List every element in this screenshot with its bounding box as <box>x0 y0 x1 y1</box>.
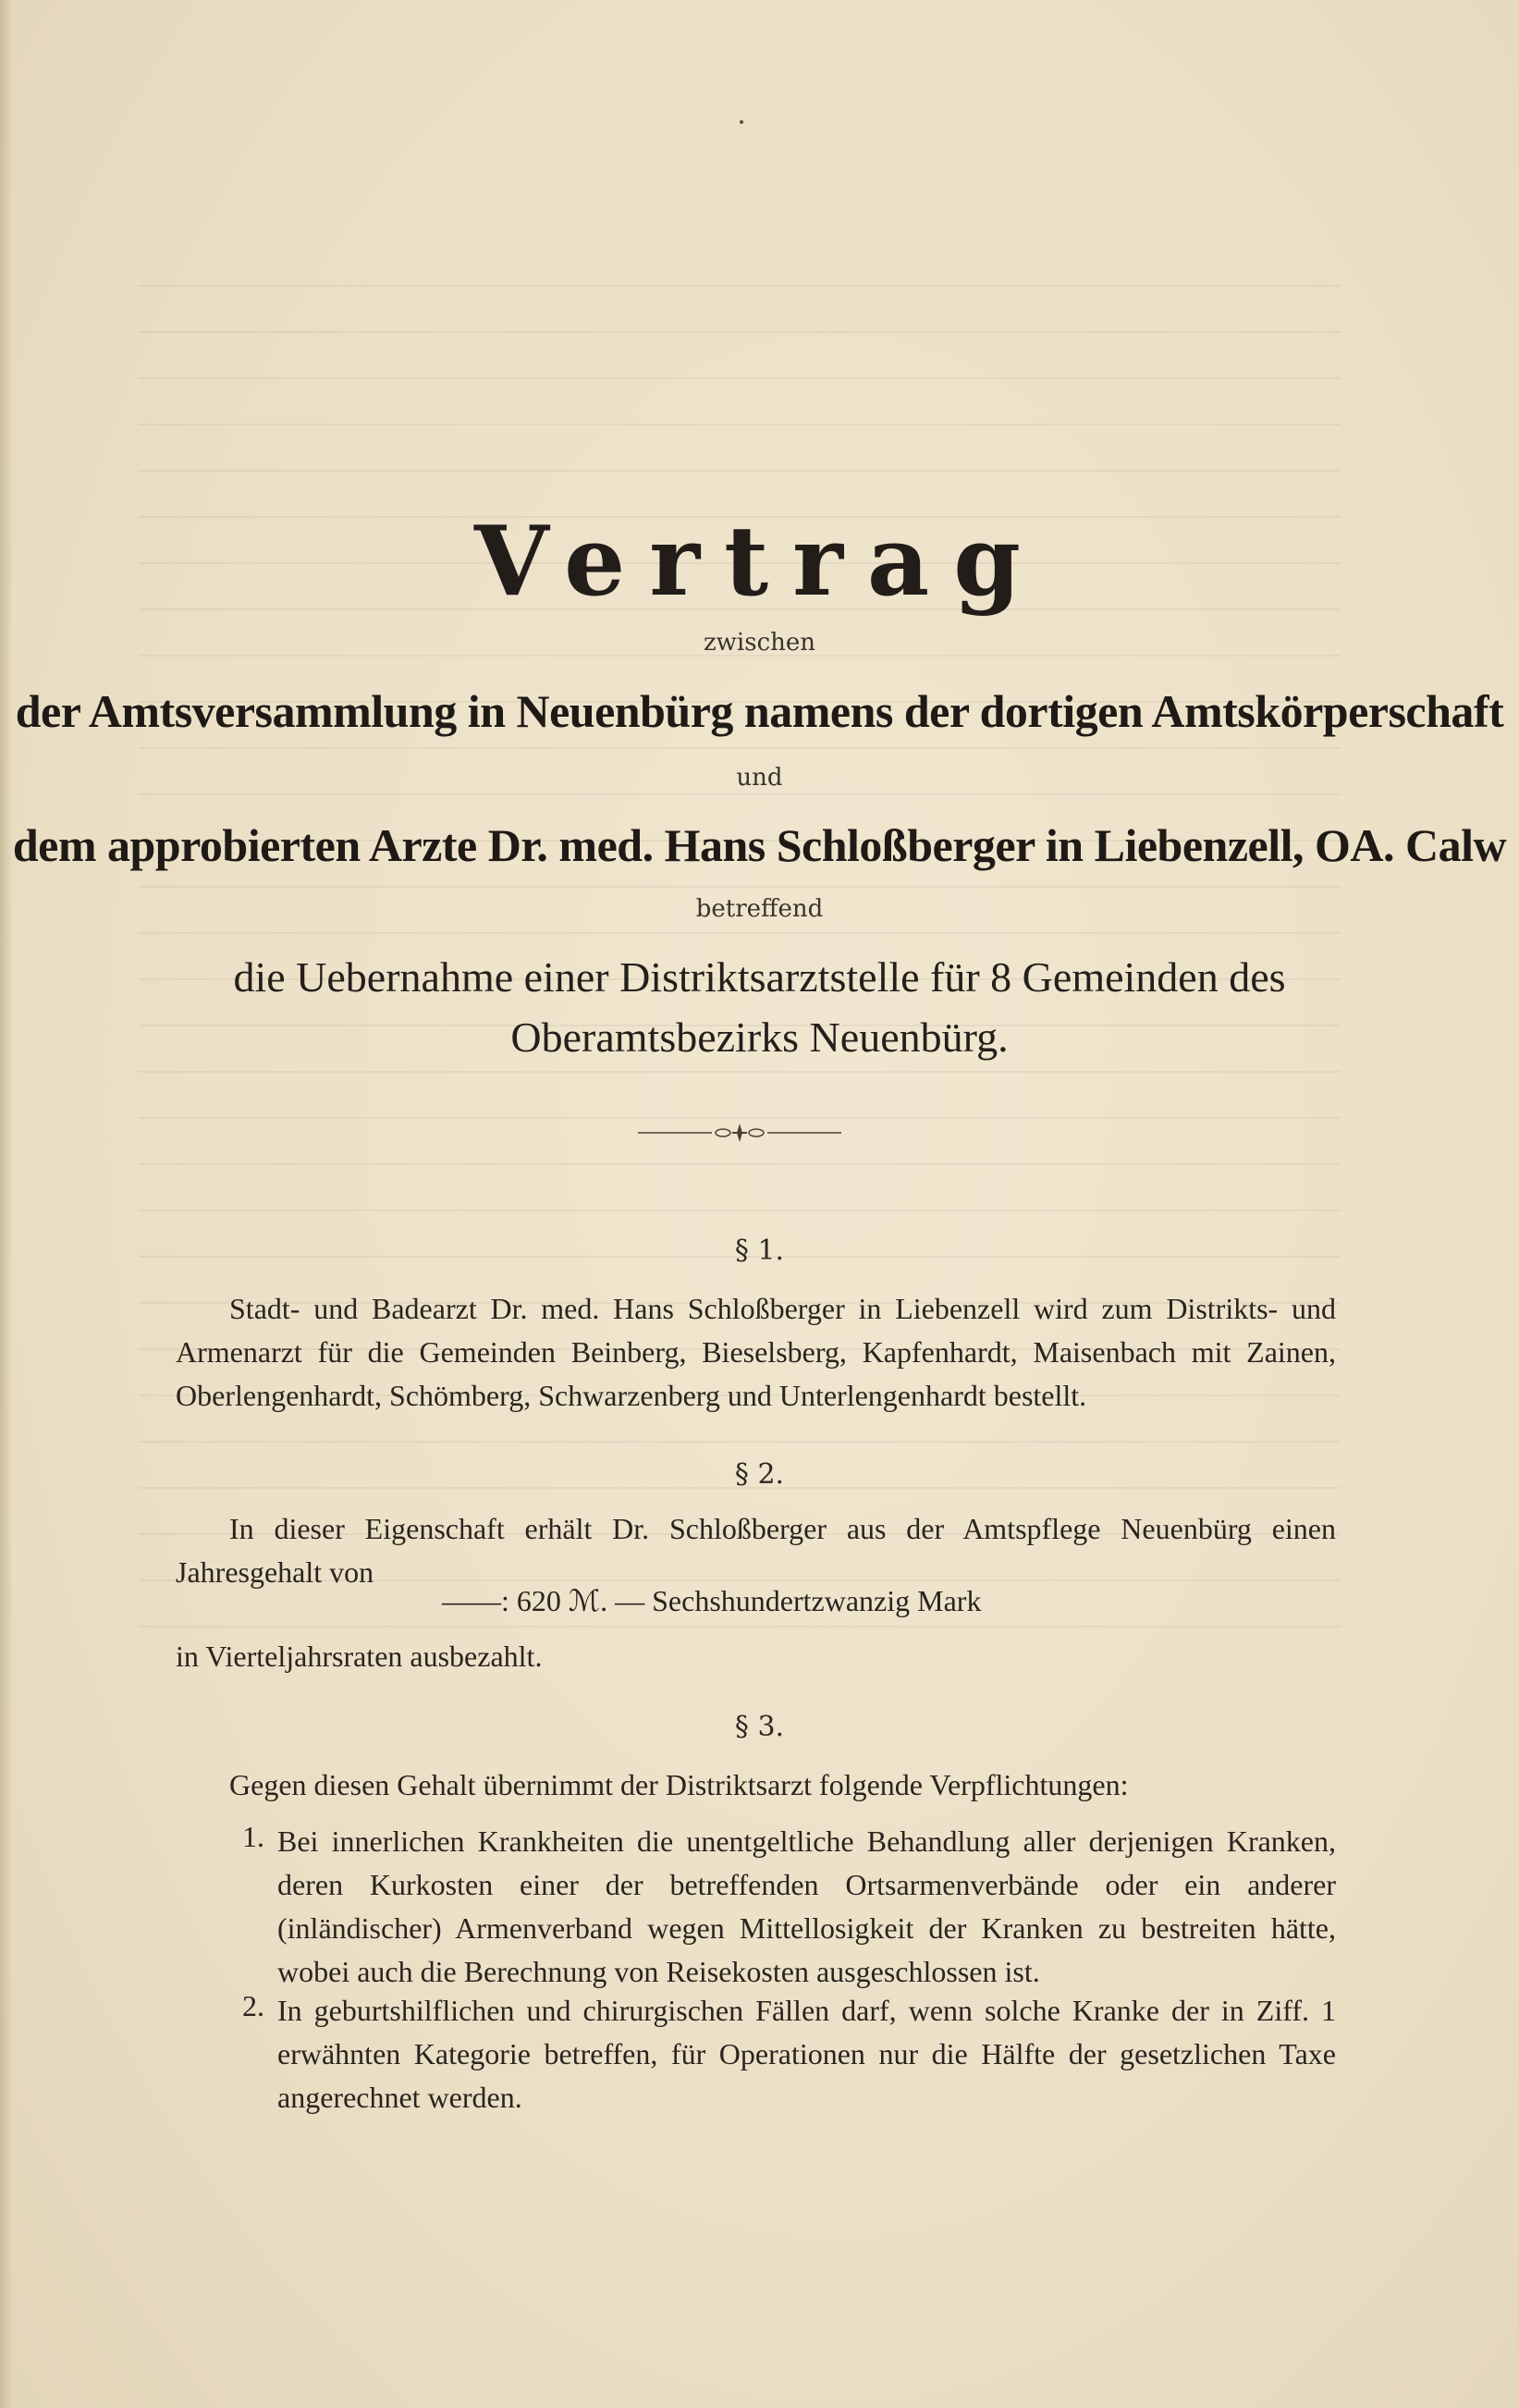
ink-speck <box>740 120 743 124</box>
document-title: Vertrag <box>473 504 1046 618</box>
party-two: dem approbierten Arzte Dr. med. Hans Schloßberger in Liebenzell, OA. Calw <box>12 819 1507 871</box>
subject-line-1: die Uebernahme einer Distriktsarztstelle für 8 Gemeinden des <box>233 953 1286 1001</box>
divider-ornament <box>638 1119 841 1147</box>
section-2-tail: in Vierteljahrsraten ausbezahlt. <box>176 1640 543 1673</box>
list-item-number: 1. <box>242 1820 264 1853</box>
concerning-label: betreffend <box>695 895 824 923</box>
bleed-through-texture <box>139 240 1341 1628</box>
and-label: und <box>736 764 783 792</box>
section-3-intro: Gegen diesen Gehalt übernimmt der Distriktsarzt folgende Verpflichtungen: <box>229 1768 1129 1801</box>
section-3-heading: § 3. <box>734 1711 785 1743</box>
section-1-text: Stadt- und Badearzt Dr. med. Hans Schloßberger in Liebenzell wird zum Distrikts- und Armenarzt für die Gemeinden Beinberg, Bieselsberg, Kapfenhardt, Maisenbach mit Zainen, Oberlengenhardt, Schömberg, Schwarzenberg und Unterlengenhardt bestellt. <box>176 1292 1336 1412</box>
subject-line-2: Oberamtsbezirks Neuenbürg. <box>510 1014 1009 1061</box>
list-item-text: In geburtshilflichen und chirurgischen Fällen darf, wenn solche Kranke der in Ziff. 1 erwähnten Kategorie betreffen, für Operationen nur die Hälfte der gesetzlichen Taxe angerechnet werden. <box>277 1994 1336 2114</box>
page-edge-shadow <box>0 0 13 2408</box>
list-item-text: Bei innerlichen Krankheiten die unentgeltliche Behandlung aller derjenigen Kranken, deren Kurkosten einer der betreffenden Ortsarmenverbände oder ein anderer (inländischer) Armenverband wegen Mittellosigkeit der Kranken zu bestreiten hätte, wobei auch die Berechnung von Reisekosten ausgeschlossen ist. <box>277 1824 1336 1988</box>
party-one: der Amtsversammlung in Neuenbürg namens der dortigen Amtskörperschaft <box>15 685 1504 737</box>
section-2-text: In dieser Eigenschaft erhält Dr. Schloßberger aus der Amtspflege Neuenbürg einen Jahresgehalt von <box>176 1512 1336 1589</box>
section-2-heading: § 2. <box>734 1458 785 1491</box>
list-item-number: 2. <box>242 1989 264 2022</box>
section-1-heading: § 1. <box>734 1235 785 1267</box>
between-label: zwischen <box>703 629 816 657</box>
salary-amount: ——: 620 ℳ. — Sechshundertzwanzig Mark <box>442 1584 982 1617</box>
